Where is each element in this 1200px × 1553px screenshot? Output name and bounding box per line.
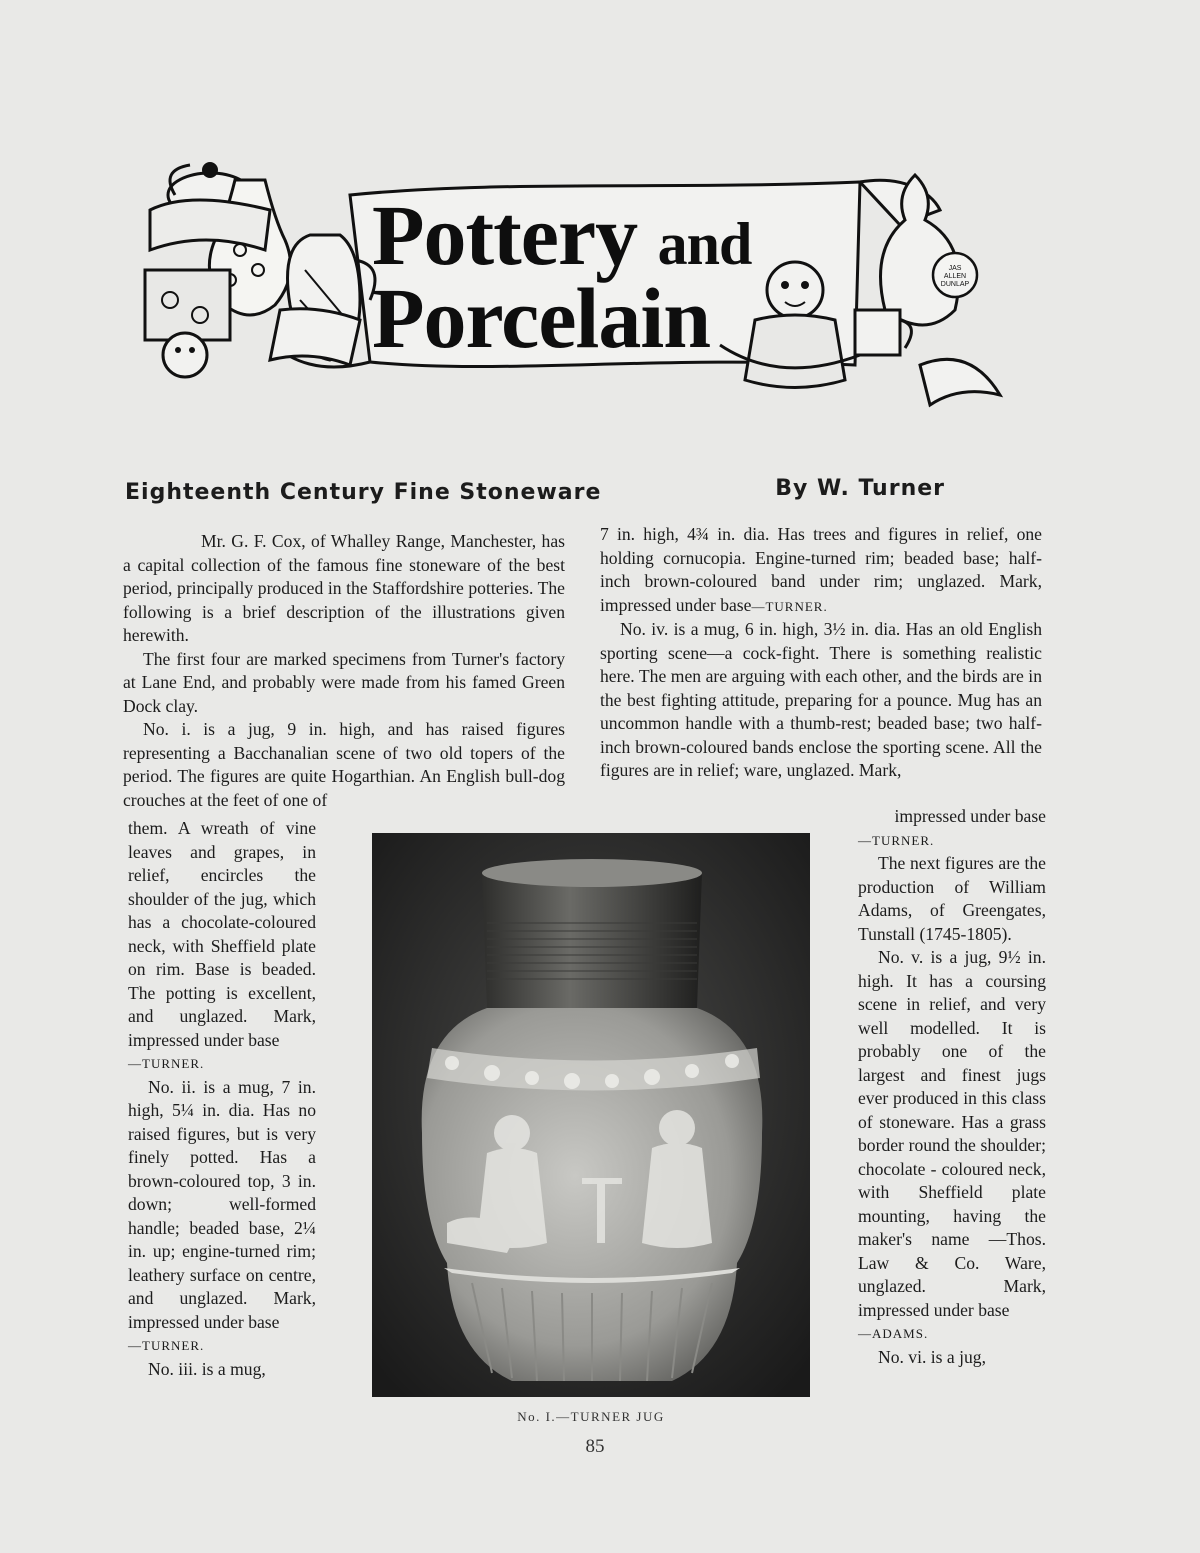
column-left-upper — [123, 530, 565, 812]
svg-text:ALLEN: ALLEN — [943, 273, 967, 280]
paragraph: No. iv. is a mug, 6 in. high, 3½ in. dia. Has an old English sporting scene—a cock-fight. There is something realistic here. The men are arguing with each other, and the birds are in the best fighting attitude, preparing for a pounce. Mug has an uncommon handle with a thumb-rest; beaded base; two half-inch brown-coloured bands enclose the sporting scene. All the figures are in relief; ware, unglazed. Mark, — [600, 619, 1042, 780]
paragraph: No. iii. is a mug, — [148, 1358, 266, 1379]
turner-jug-photo — [372, 833, 810, 1397]
paragraph: No. ii. is a mug, 7 in. high, 5¼ in. dia. Has no raised figures, but is very finely potted. Has a brown-coloured top, 3 in. down; well-formed handle; beaded base, 2¼ in. up; engine-turned rim; leathery surface on centre, and unglazed. Mark, impressed under base — [128, 1076, 316, 1332]
paragraph: No. v. is a jug, 9½ in. high. It has a coursing scene in relief, and very well modelled. It is probably one of the largest and finest jugs ever produced in this class of stoneware. Has a grass border round the shoulder; chocolate - coloured neck, with Sheffield plate mounting, having the maker's name —Thos. Law & Co. Ware, unglazed. Mark, impressed under base — [858, 947, 1046, 1320]
banner-title-and: and — [657, 211, 752, 277]
header-banner — [140, 150, 1010, 425]
paragraph: The next figures are the production of William Adams, of Greengates, Tunstall (1745-1805). — [858, 853, 1046, 944]
paragraph: them. A wreath of vine leaves and grapes, in relief, encircles the shoulder of the jug, which has a chocolate-coloured neck, with Sheffield plate on rim. Base is beaded. The potting is excellent, and unglazed. Mark, impressed under base — [128, 818, 316, 1050]
banner-title — [372, 187, 752, 366]
paragraph: Mr. G. F. Cox, of Whalley Range, Manchester, has a capital collection of the famous fine stoneware of the best period, principally produced in the Staffordshire potteries. The following is a brief description of the illustrations given herewith. — [123, 531, 565, 645]
paragraph: The first four are marked specimens from Turner's factory at Lane End, and probably were made from his famed Green Dock clay. — [123, 648, 565, 716]
figure-caption: No. I.—TURNER JUG — [517, 1409, 665, 1424]
article-heading — [125, 476, 945, 516]
banner-title-pottery: Pottery — [372, 187, 638, 283]
paragraph: No. vi. is a jug, — [878, 1346, 987, 1367]
column-right-upper — [600, 523, 1042, 783]
article-author: By W. Turner — [775, 476, 945, 501]
mark-turner: —TURNER. — [858, 832, 935, 848]
paragraph: impressed under base — [894, 806, 1046, 826]
svg-text:DUNLAP: DUNLAP — [940, 281, 970, 288]
mark-turner: —TURNER. — [128, 1056, 205, 1071]
mark-adams: —ADAMS. — [858, 1326, 929, 1341]
banner-title-porcelain: Porcelain — [372, 270, 711, 366]
jug-image — [372, 833, 810, 1397]
page-number: 85 — [585, 1436, 605, 1457]
column-left-narrow — [128, 817, 316, 1381]
paragraph: No. i. is a jug, 9 in. high, and has raised figures representing a Bacchanalian scene of two old topers of the period. The figures are quite Hogarthian. An English bull-dog crouches at the feet of one of — [123, 719, 565, 810]
article-title: Eighteenth Century Fine Stoneware — [125, 480, 602, 505]
column-right-narrow — [858, 805, 1046, 1369]
paragraph: 7 in. high, 4¾ in. dia. Has trees and figures in relief, one holding cornucopia. Engine-turned rim; beaded base; half-inch brown-coloured band under rim; unglazed. Mark, impressed under base—TURNER. — [600, 524, 1042, 615]
mark-turner: —TURNER. — [751, 598, 828, 614]
svg-text:JAS: JAS — [948, 265, 962, 272]
figurine-icon — [163, 333, 207, 377]
dish-icon — [145, 270, 230, 340]
medallion-icon — [933, 253, 977, 297]
mark-turner: —TURNER. — [128, 1338, 205, 1353]
